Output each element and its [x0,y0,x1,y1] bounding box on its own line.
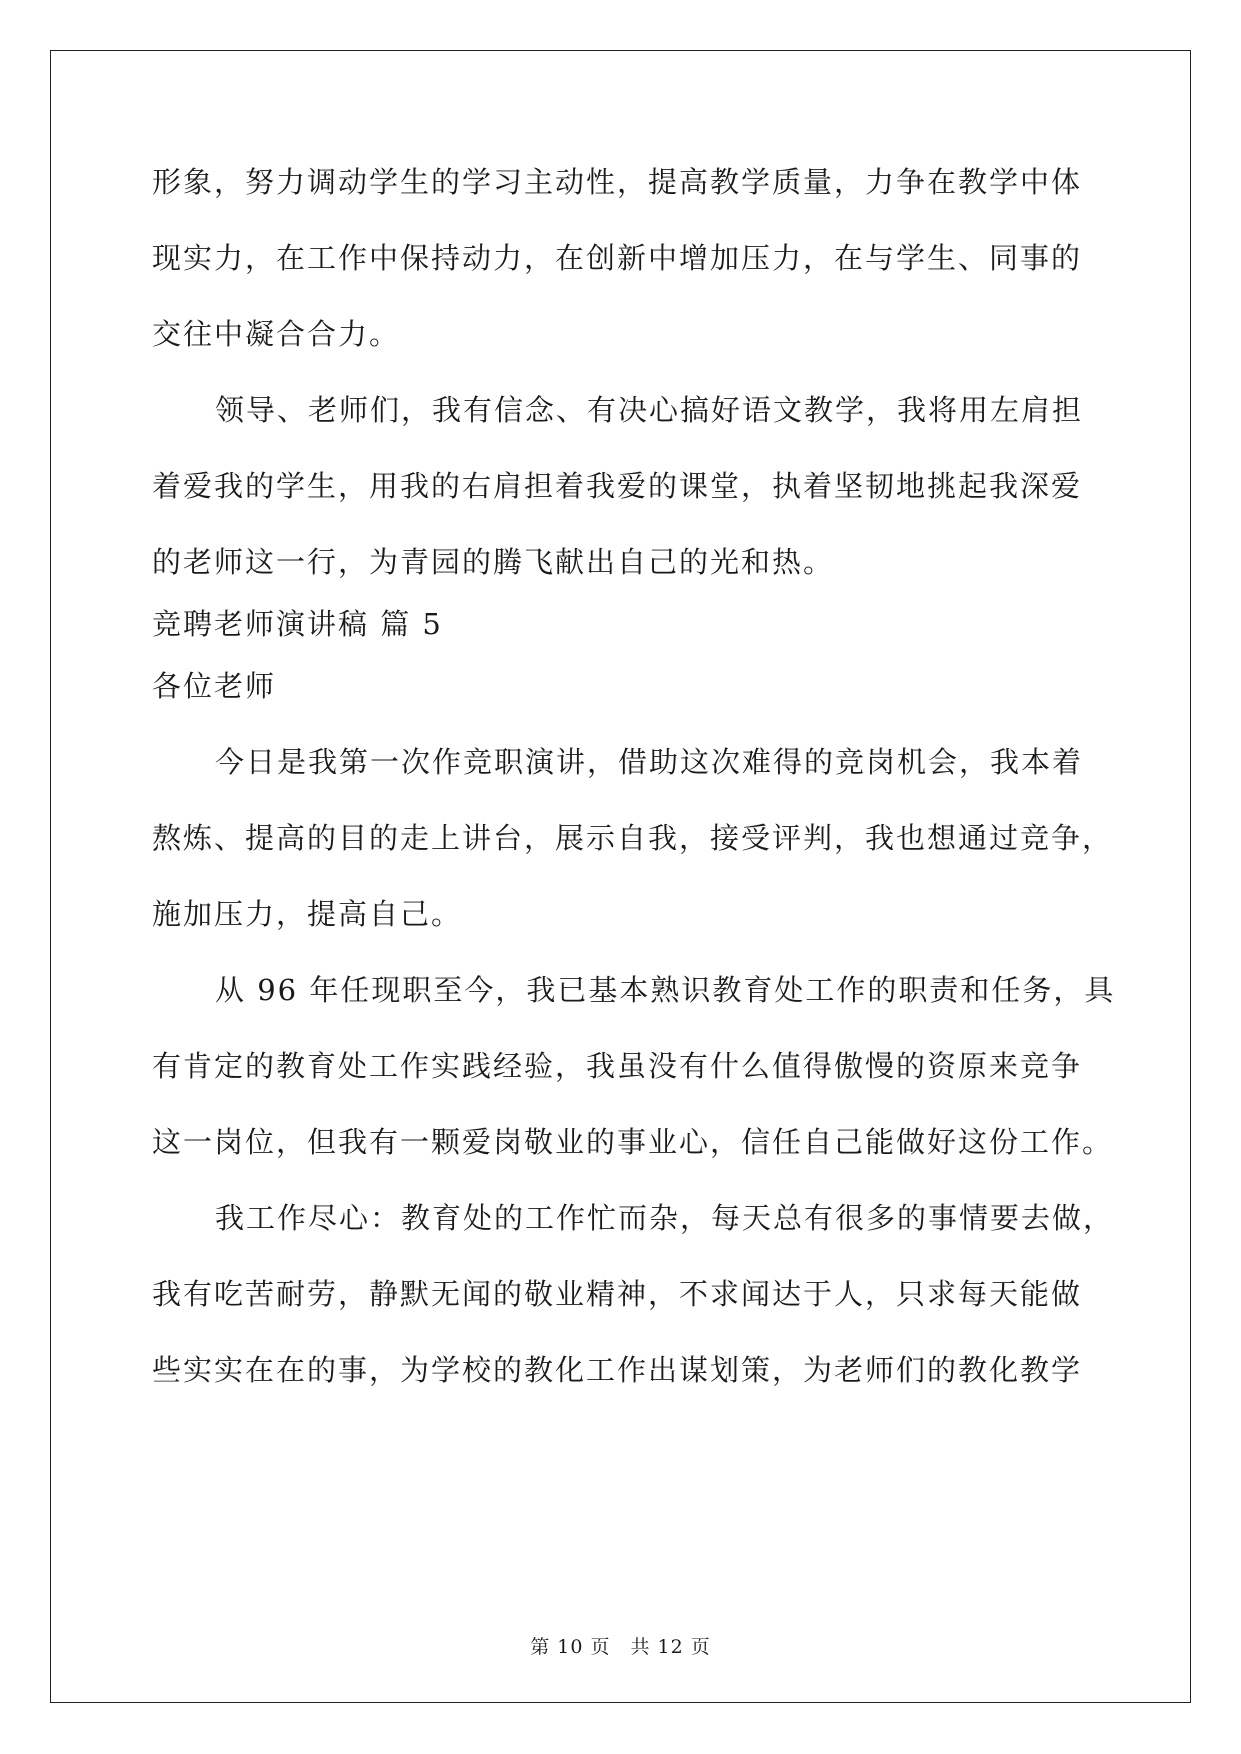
page-number: 第 10 页 [530,1636,611,1658]
paragraph-line: 的老师这一行，为青园的腾飞献出自己的光和热。 [152,545,835,579]
paragraph-line: 些实实在在的事，为学校的教化工作出谋划策，为老师们的教化教学 [152,1353,1083,1387]
paragraph-line: 领导、老师们，我有信念、有决心搞好语文教学，我将用左肩担 [215,393,1084,427]
salutation: 各位老师 [152,669,277,703]
paragraph-line: 这一岗位，但我有一颗爱岗敬业的事业心，信任自己能做好这份工作。 [152,1125,1114,1159]
paragraph-line: 今日是我第一次作竞职演讲，借助这次难得的竞岗机会，我本着 [215,745,1084,779]
paragraph-line: 我有吃苦耐劳，静默无闻的敬业精神，不求闻达于人，只求每天能做 [152,1277,1083,1311]
paragraph-line: 形象，努力调动学生的学习主动性，提高教学质量，力争在教学中体 [152,165,1083,199]
paragraph-line: 着爱我的学生，用我的右肩担着我爱的课堂，执着坚韧地挑起我深爱 [152,469,1083,503]
paragraph-line: 交往中凝合合力。 [152,317,401,351]
section-heading: 竞聘老师演讲稿 篇 5 [152,607,443,641]
page-footer [0,1632,1241,1659]
paragraph-line: 施加压力，提高自己。 [152,897,463,931]
paragraph-line: 从 96 年任现职至今，我已基本熟识教育处工作的职责和任务，具 [215,973,1116,1007]
page-total: 共 12 页 [630,1636,711,1658]
paragraph-line: 熬炼、提高的目的走上讲台，展示自我，接受评判，我也想通过竞争， [152,821,1114,855]
paragraph-line: 现实力，在工作中保持动力，在创新中增加压力，在与学生、同事的 [152,241,1083,275]
paragraph-line: 有肯定的教育处工作实践经验，我虽没有什么值得傲慢的资原来竞争 [152,1049,1083,1083]
paragraph-line: 我工作尽心：教育处的工作忙而杂，每天总有很多的事情要去做， [215,1201,1115,1235]
document-body [152,162,1116,1426]
